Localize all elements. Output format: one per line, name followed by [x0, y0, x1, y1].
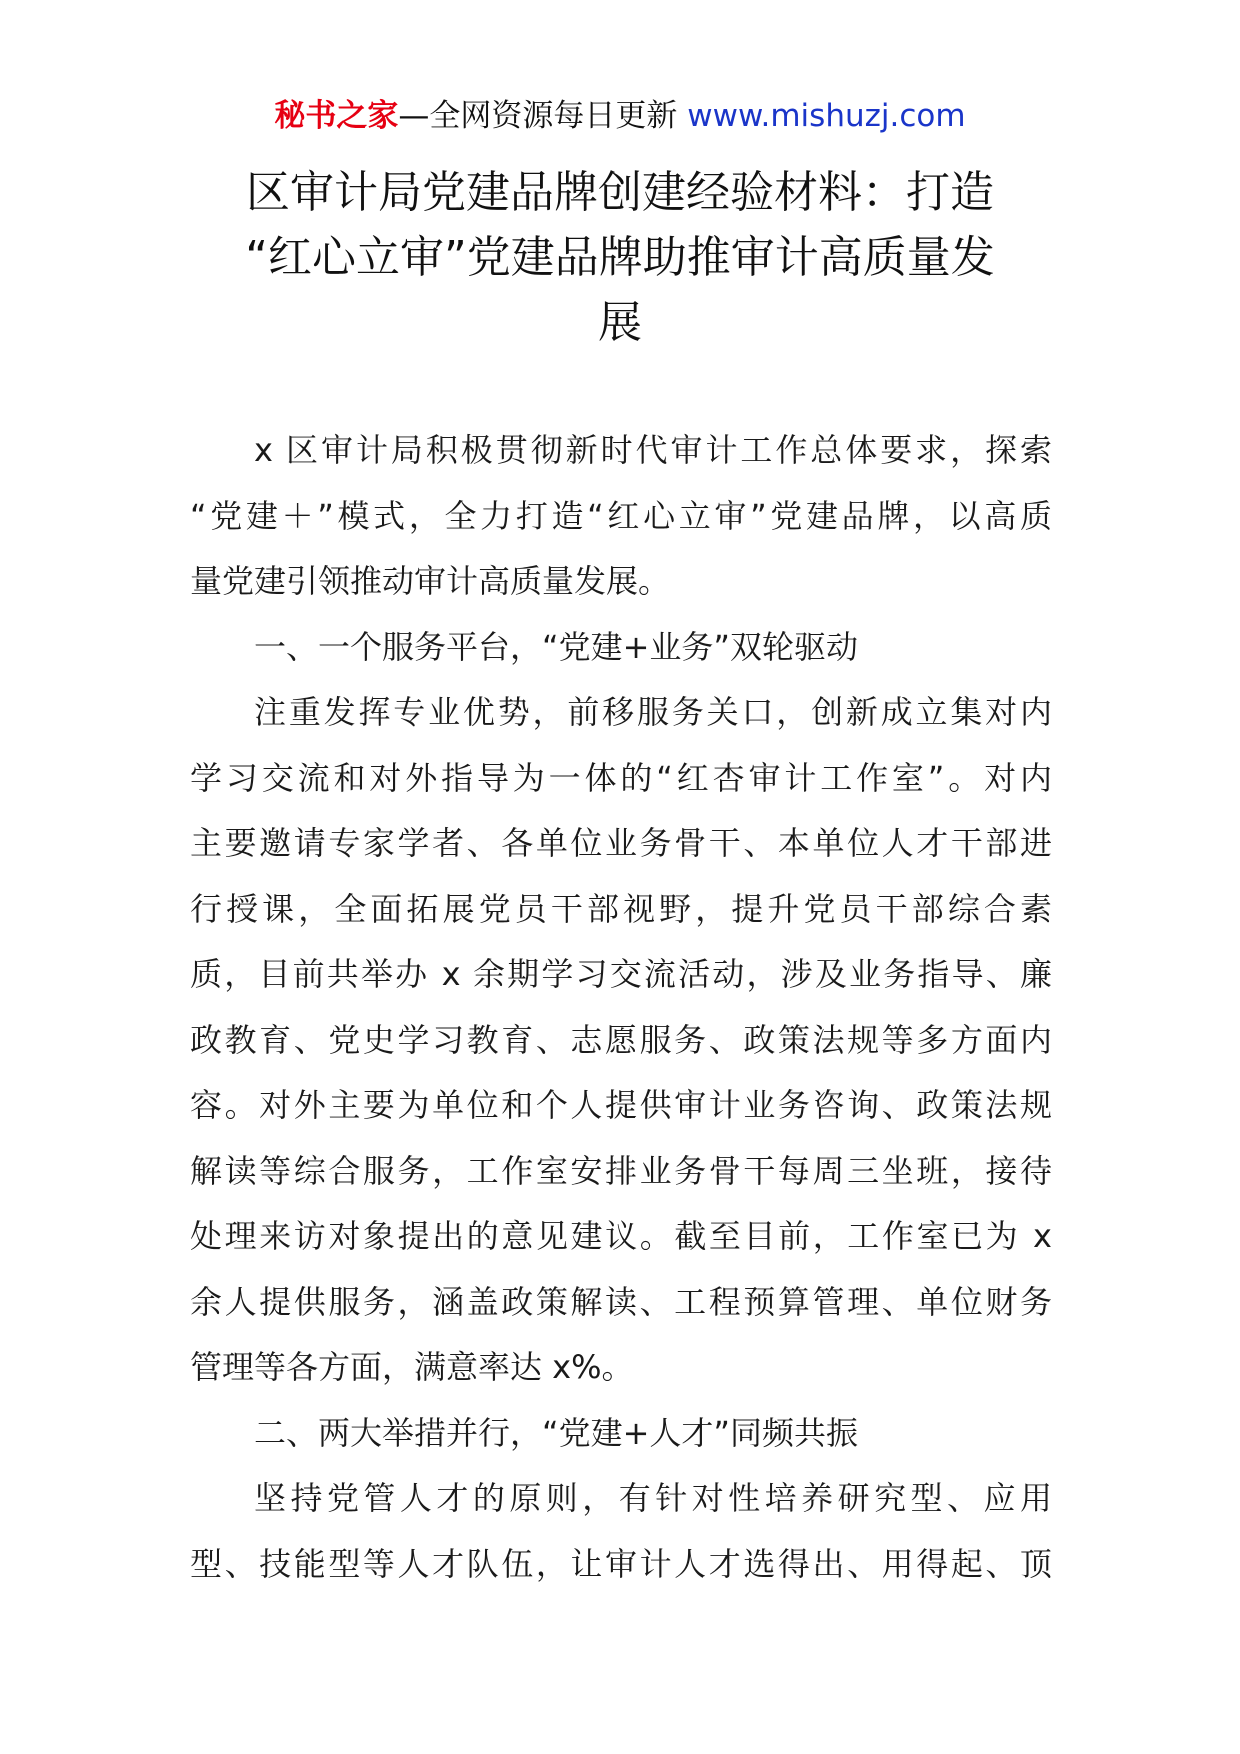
paragraph-section-2-line: 坚持党管人才的原则，有针对性培养研究型、应用	[254, 1479, 1052, 1517]
paragraph-section-1-line: 管理等各方面，满意率达 x%。	[190, 1348, 634, 1386]
site-brand: 秘书之家	[274, 98, 399, 134]
paragraph-section-1-line: 注重发挥专业优势，前移服务关口，创新成立集对内	[254, 693, 1052, 731]
document-title	[220, 160, 1020, 355]
paragraph-section-1-line: 政教育、党史学习教育、志愿服务、政策法规等多方面内	[190, 1020, 1052, 1059]
paragraph-section-2-line: 型、技能型等人才队伍，让审计人才选得出、用得起、顶	[190, 1544, 1052, 1583]
title-line: “红心立审”党建品牌助推审计高质量发	[245, 232, 995, 283]
paragraph-section-1-line: 主要邀请专家学者、各单位业务骨干、本单位人才干部进	[190, 824, 1052, 862]
paragraph-section-1-line: 余人提供服务，涵盖政策解读、工程预算管理、单位财务	[190, 1282, 1052, 1321]
paragraph-section-1-line: 处理来访对象提出的意见建议。截至目前，工作室已为 x	[190, 1217, 1052, 1255]
paragraph-intro-line: x 区审计局积极贯彻新时代审计工作总体要求，探索	[254, 431, 1052, 469]
paragraph-intro-line: “党建＋”模式，全力打造“红心立审”党建品牌，以高质	[190, 496, 1052, 535]
site-tagline: —全网资源每日更新	[398, 98, 688, 134]
paragraph-section-1-line: 容。对外主要为单位和个人提供审计业务咨询、政策法规	[190, 1086, 1052, 1124]
title-line: 区审计局党建品牌创建经验材料：打造	[246, 167, 994, 218]
site-url-link[interactable]: www.mishuzj.com	[687, 98, 966, 134]
section-heading-1: 一、一个服务平台，“党建+业务”双轮驱动	[254, 627, 858, 666]
section-heading-2: 二、两大举措并行，“党建+人才”同频共振	[254, 1413, 858, 1452]
paragraph-section-1-line: 学习交流和对外指导为一体的“红杏审计工作室”。对内	[190, 758, 1052, 797]
title-line: 展	[598, 297, 642, 348]
site-header	[0, 96, 1240, 136]
paragraph-intro-line: 量党建引领推动审计高质量发展。	[190, 562, 671, 600]
paragraph-section-1-line: 质，目前共举办 x 余期学习交流活动，涉及业务指导、廉	[190, 955, 1052, 993]
paragraph-section-1-line: 行授课，全面拓展党员干部视野，提升党员干部综合素	[190, 889, 1052, 928]
document-body	[190, 418, 1052, 1597]
paragraph-section-1-line: 解读等综合服务，工作室安排业务骨干每周三坐班，接待	[190, 1151, 1052, 1190]
